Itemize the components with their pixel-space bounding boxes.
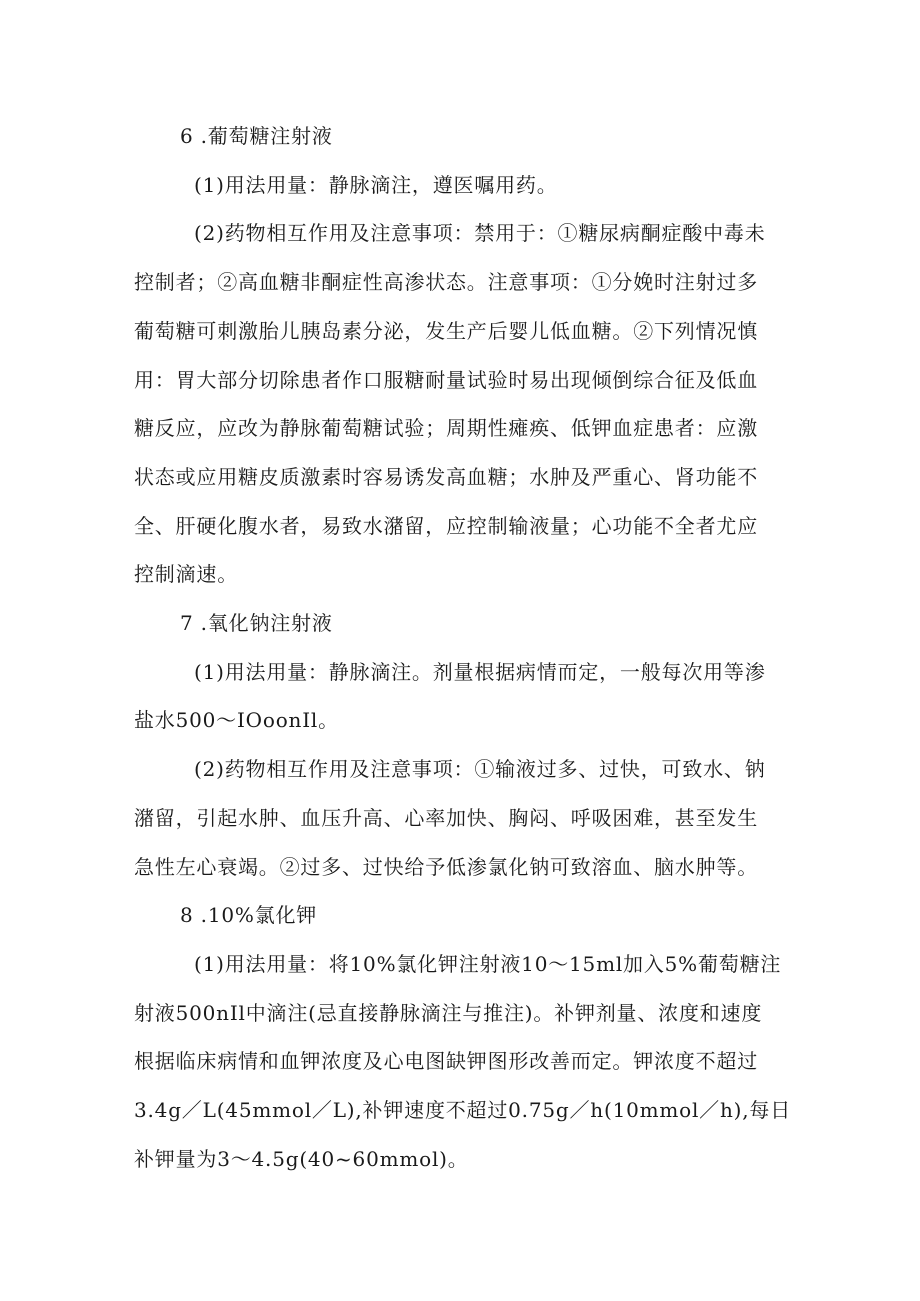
paragraph-line: (2)药物相互作用及注意事项：①输液过多、过快，可致水、钠 xyxy=(194,757,766,782)
paragraph-line: 补钾量为3～4.5g(40~60mmol)。 xyxy=(134,1146,469,1171)
paragraph-line: 用：胃大部分切除患者作口服糖耐量试验时易出现倾倒综合征及低血 xyxy=(134,367,758,392)
section-heading: 7 .氧化钠注射液 xyxy=(180,611,333,636)
paragraph-line: 射液500nIl中滴注(忌直接静脉滴注与推注)。补钾剂量、浓度和速度 xyxy=(134,1000,763,1025)
paragraph-line: 全、肝硬化腹水者，易致水潴留，应控制输液量；心功能不全者尤应 xyxy=(134,513,758,538)
section-heading: 8 .10%氯化钾 xyxy=(180,903,318,928)
paragraph-line: 控制者；②高血糖非酮症性高渗状态。注意事项：①分娩时注射过多 xyxy=(134,270,758,295)
paragraph-line: 状态或应用糖皮质激素时容易诱发高血糖；水肿及严重心、肾功能不 xyxy=(134,464,758,489)
section-heading: 6 .葡萄糖注射液 xyxy=(180,124,333,148)
paragraph-line: 糖反应，应改为静脉葡萄糖试验；周期性瘫痪、低钾血症患者：应激 xyxy=(134,416,758,441)
paragraph-line: (2)药物相互作用及注意事项：禁用于：①糖尿病酮症酸中毒未 xyxy=(194,221,766,246)
paragraph-line: (1)用法用量：静脉滴注。剂量根据病情而定，一般每次用等渗 xyxy=(194,659,766,684)
paragraph-line: 3.4g／L(45mmol／L),补钾速度不超过0.75g／h(10mmol／h),每日 xyxy=(134,1098,792,1123)
paragraph-line: (1)用法用量：静脉滴注，遵医嘱用药。 xyxy=(194,172,558,197)
paragraph-line: 控制滴速。 xyxy=(134,562,238,587)
paragraph-line: (1)用法用量：将10%氯化钾注射液10～15ml加入5%葡萄糖注 xyxy=(194,951,782,976)
paragraph-line: 急性左心衰竭。②过多、过快给予低渗氯化钠可致溶血、脑水肿等。 xyxy=(134,854,758,879)
paragraph-line: 葡萄糖可刺激胎儿胰岛素分泌，发生产后婴儿低血糖。②下列情况慎 xyxy=(134,318,758,343)
paragraph-line: 根据临床病情和血钾浓度及心电图缺钾图形改善而定。钾浓度不超过 xyxy=(134,1049,758,1074)
paragraph-line: 潴留，引起水肿、血压升高、心率加快、胸闷、呼吸困难，甚至发生 xyxy=(134,805,758,830)
paragraph-line: 盐水500～IOoonIl。 xyxy=(134,708,339,733)
